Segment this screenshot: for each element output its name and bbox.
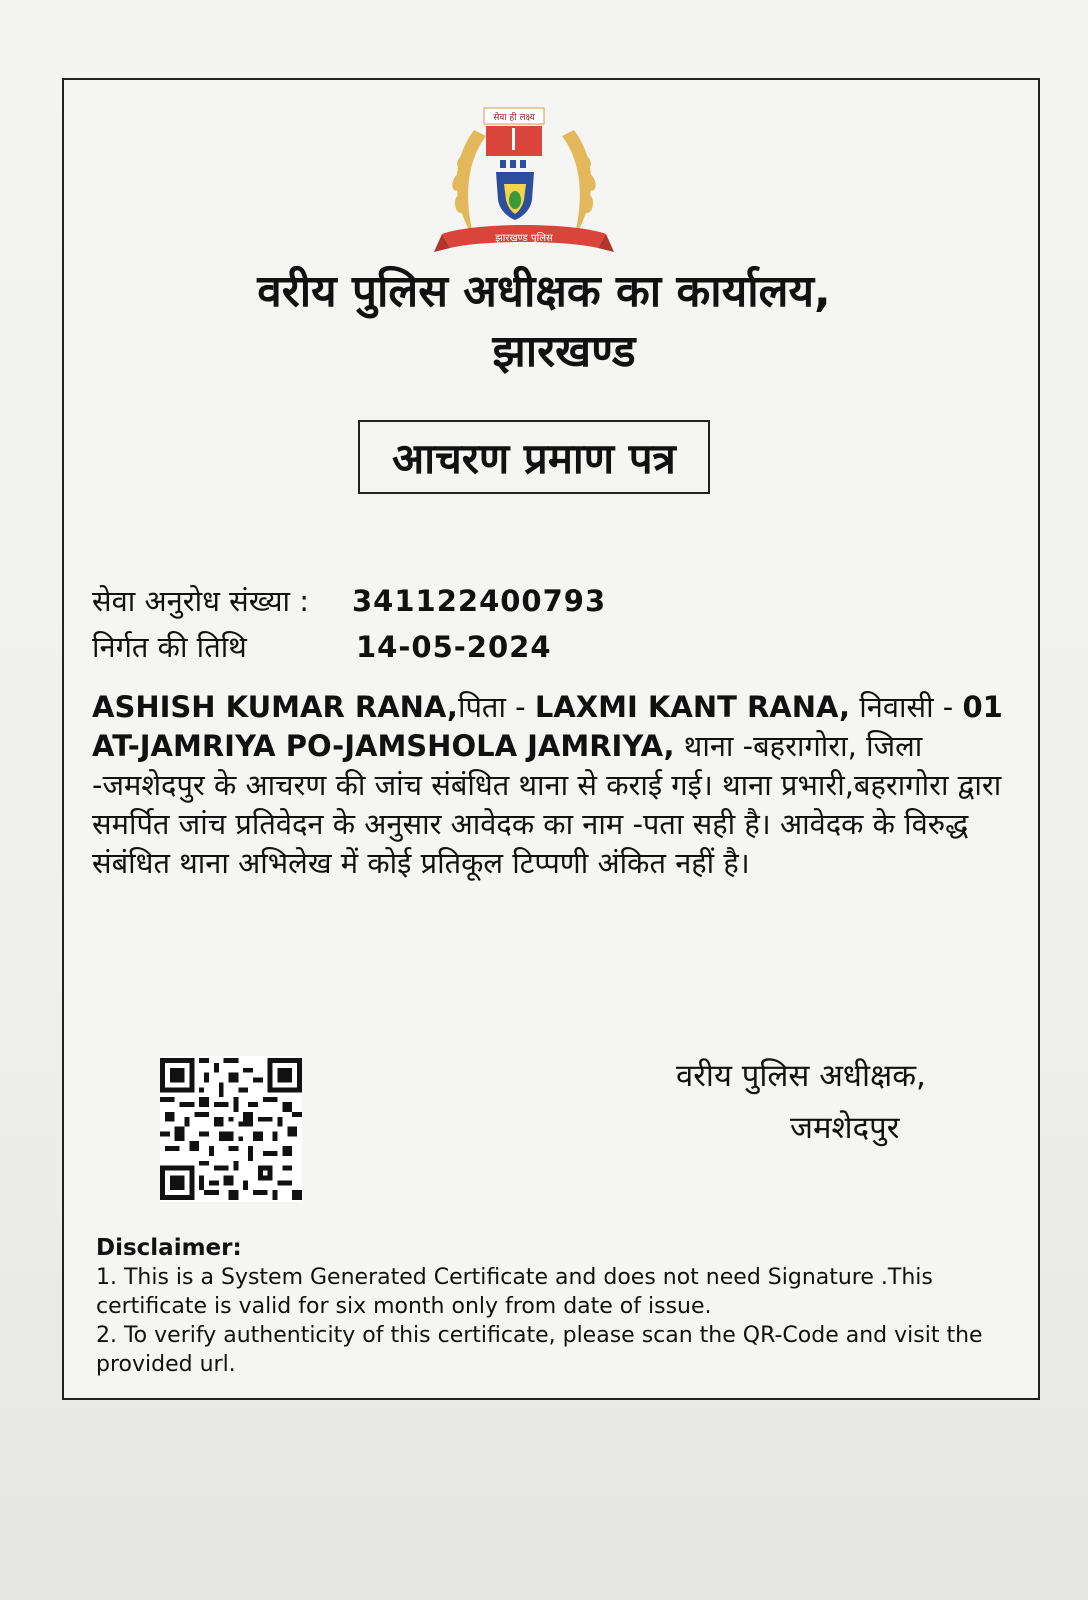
disclaimer-point-2: 2. To verify authenticity of this certificate, please scan the QR-Code and visit the provided url. [96,1323,983,1377]
office-title-line1: वरीय पुलिस अधीक्षक का कार्यालय, [257,266,831,317]
signatory-location: जमशेदपुर [790,1110,900,1146]
signatory-block [676,1050,926,1154]
applicant-name: ASHISH KUMAR RANA, [92,690,458,724]
office-title-line2: झारखण्ड [492,326,636,377]
applicant-address: 01 AT-JAMRIYA PO-JAMSHOLA JAMRIYA, [92,690,1003,763]
office-title [0,262,1088,382]
issue-date-label: निर्गत की तिथि [92,630,247,664]
certificate-body [92,688,1022,883]
emblem-motto: सेवा ही लक्ष्य [493,113,535,123]
father-name: LAXMI KANT RANA, [534,690,851,724]
request-number-label: सेवा अनुरोध संख्या : [92,584,310,618]
request-number-value: 341122400793 [352,584,607,618]
issue-date-value: 14-05-2024 [356,630,552,664]
issue-date-row [92,624,606,670]
certificate-statement: थाना -बहरागोरा, जिला -जमशेदपुर के आचरण की जांच संबंधित थाना से कराई गई। थाना प्रभारी,बहरागोरा द्वारा समर्पित जांच प्रतिवेदन के अनुसार आवेदक का नाम -पता सही है। आवेदक के विरुद्ध संबंधित थाना अभिलेख में कोई प्रतिकूल टिप्पणी अंकित नहीं है। [92,729,1002,880]
disclaimer-point-1: 1. This is a System Generated Certificate and does not need Signature .This certificate is valid for six month only from date of issue. [96,1265,933,1319]
certificate-title: आचरण प्रमाण पत्र [392,433,676,483]
signatory-title: वरीय पुलिस अधीक्षक, [676,1058,926,1094]
father-label: पिता - [457,690,535,724]
resident-label: निवासी - [850,690,954,724]
certificate-title-box [358,420,710,494]
police-emblem-icon [434,100,614,272]
request-number-row [92,578,606,624]
qr-code-icon[interactable] [160,1056,302,1202]
disclaimer-heading: Disclaimer: [96,1235,242,1261]
certificate-meta [92,578,606,670]
emblem-ribbon-text: झारखण्ड पुलिस [495,233,553,244]
disclaimer-section [96,1234,996,1379]
